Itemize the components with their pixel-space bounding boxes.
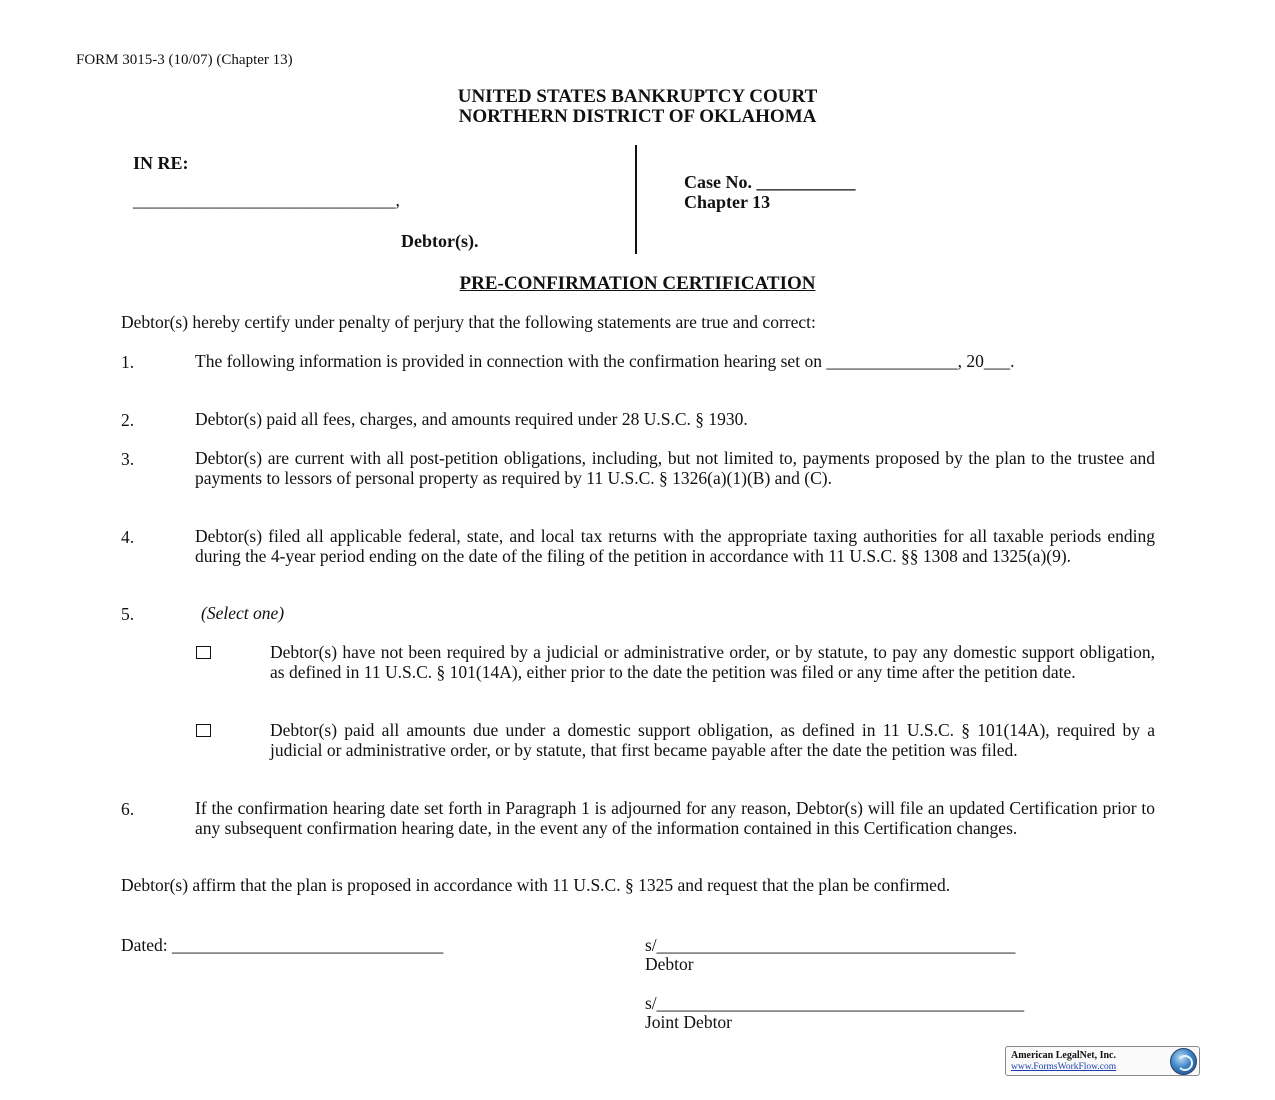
debtor-name-blank[interactable]: ______________________________,	[133, 190, 400, 210]
chapter-label: Chapter 13	[684, 192, 771, 212]
joint-debtor-signature-label: Joint Debtor	[645, 1012, 733, 1032]
option-1-checkbox[interactable]	[196, 646, 211, 659]
case-number[interactable]: Case No. ___________	[684, 172, 856, 192]
debtor-label: Debtor(s).	[401, 231, 479, 251]
dated-field[interactable]: Dated: _______________________________	[121, 935, 444, 955]
item-1-text: The following information is provided in connection with the confirmation hearing set on _______________, 20___.	[195, 351, 1015, 371]
court-name: UNITED STATES BANKRUPTCY COURT	[457, 86, 818, 107]
item-6-text: If the confirmation hearing date set forth in Paragraph 1 is adjourned for any reason, Debtor(s) will file an updated Certification prior to any subsequent confirmation hearing date, in the event any of the information contained in this Certification changes.	[195, 798, 1155, 838]
joint-debtor-signature-line[interactable]: s/__________________________________________	[645, 993, 1025, 1013]
item-number: 2.	[121, 410, 135, 430]
item-3-text: Debtor(s) are current with all post-petition obligations, including, but not limited to, payments proposed by the plan to the trustee and payments to lessors of personal property as required by 11 U.S.C. § 1326(a)(1)(B) and (C).	[195, 448, 1155, 488]
item-2-text: Debtor(s) paid all fees, charges, and amounts required under 28 U.S.C. § 1930.	[195, 409, 748, 429]
item-number: 6.	[121, 799, 135, 819]
globe-icon	[1170, 1048, 1197, 1075]
in-re-label: IN RE:	[133, 153, 189, 173]
debtor-signature-line[interactable]: s/_________________________________________	[645, 935, 1016, 955]
publisher-url-link[interactable]: www.FormsWorkFlow.com	[1011, 1062, 1117, 1072]
item-number: 1.	[121, 352, 135, 372]
intro-statement: Debtor(s) hereby certify under penalty of perjury that the following statements are true and correct:	[121, 312, 816, 332]
publisher-logo[interactable]	[1005, 1046, 1200, 1076]
item-5-select-one: (Select one)	[201, 603, 285, 623]
caption-divider	[635, 145, 637, 254]
option-2-checkbox[interactable]	[196, 724, 211, 737]
document-title: PRE-CONFIRMATION CERTIFICATION	[459, 273, 816, 294]
option-2-text: Debtor(s) paid all amounts due under a domestic support obligation, as defined in 11 U.S.C. § 101(14A), required by a judicial or administrative order, or by statute, that first became payable after the date the petition was filed.	[270, 720, 1155, 760]
item-4-text: Debtor(s) filed all applicable federal, state, and local tax returns with the appropriate taxing authorities for all taxable periods ending during the 4-year period ending on the date of the filing of the petition in accordance with 11 U.S.C. §§ 1308 and 1325(a)(9).	[195, 526, 1155, 566]
closing-statement: Debtor(s) affirm that the plan is proposed in accordance with 11 U.S.C. § 1325 and request that the plan be confirmed.	[121, 875, 951, 895]
option-1-text: Debtor(s) have not been required by a judicial or administrative order, or by statute, to pay any domestic support obligation, as defined in 11 U.S.C. § 101(14A), either prior to the date the petition was filed or any time after the petition date.	[270, 642, 1155, 682]
form-number: FORM 3015-3 (10/07) (Chapter 13)	[76, 52, 293, 68]
item-number: 3.	[121, 449, 135, 469]
court-district: NORTHERN DISTRICT OF OKLAHOMA	[458, 106, 817, 127]
publisher-name: American LegalNet, Inc.	[1011, 1050, 1116, 1061]
item-number: 5.	[121, 604, 135, 624]
debtor-signature-label: Debtor	[645, 954, 694, 974]
item-number: 4.	[121, 527, 135, 547]
